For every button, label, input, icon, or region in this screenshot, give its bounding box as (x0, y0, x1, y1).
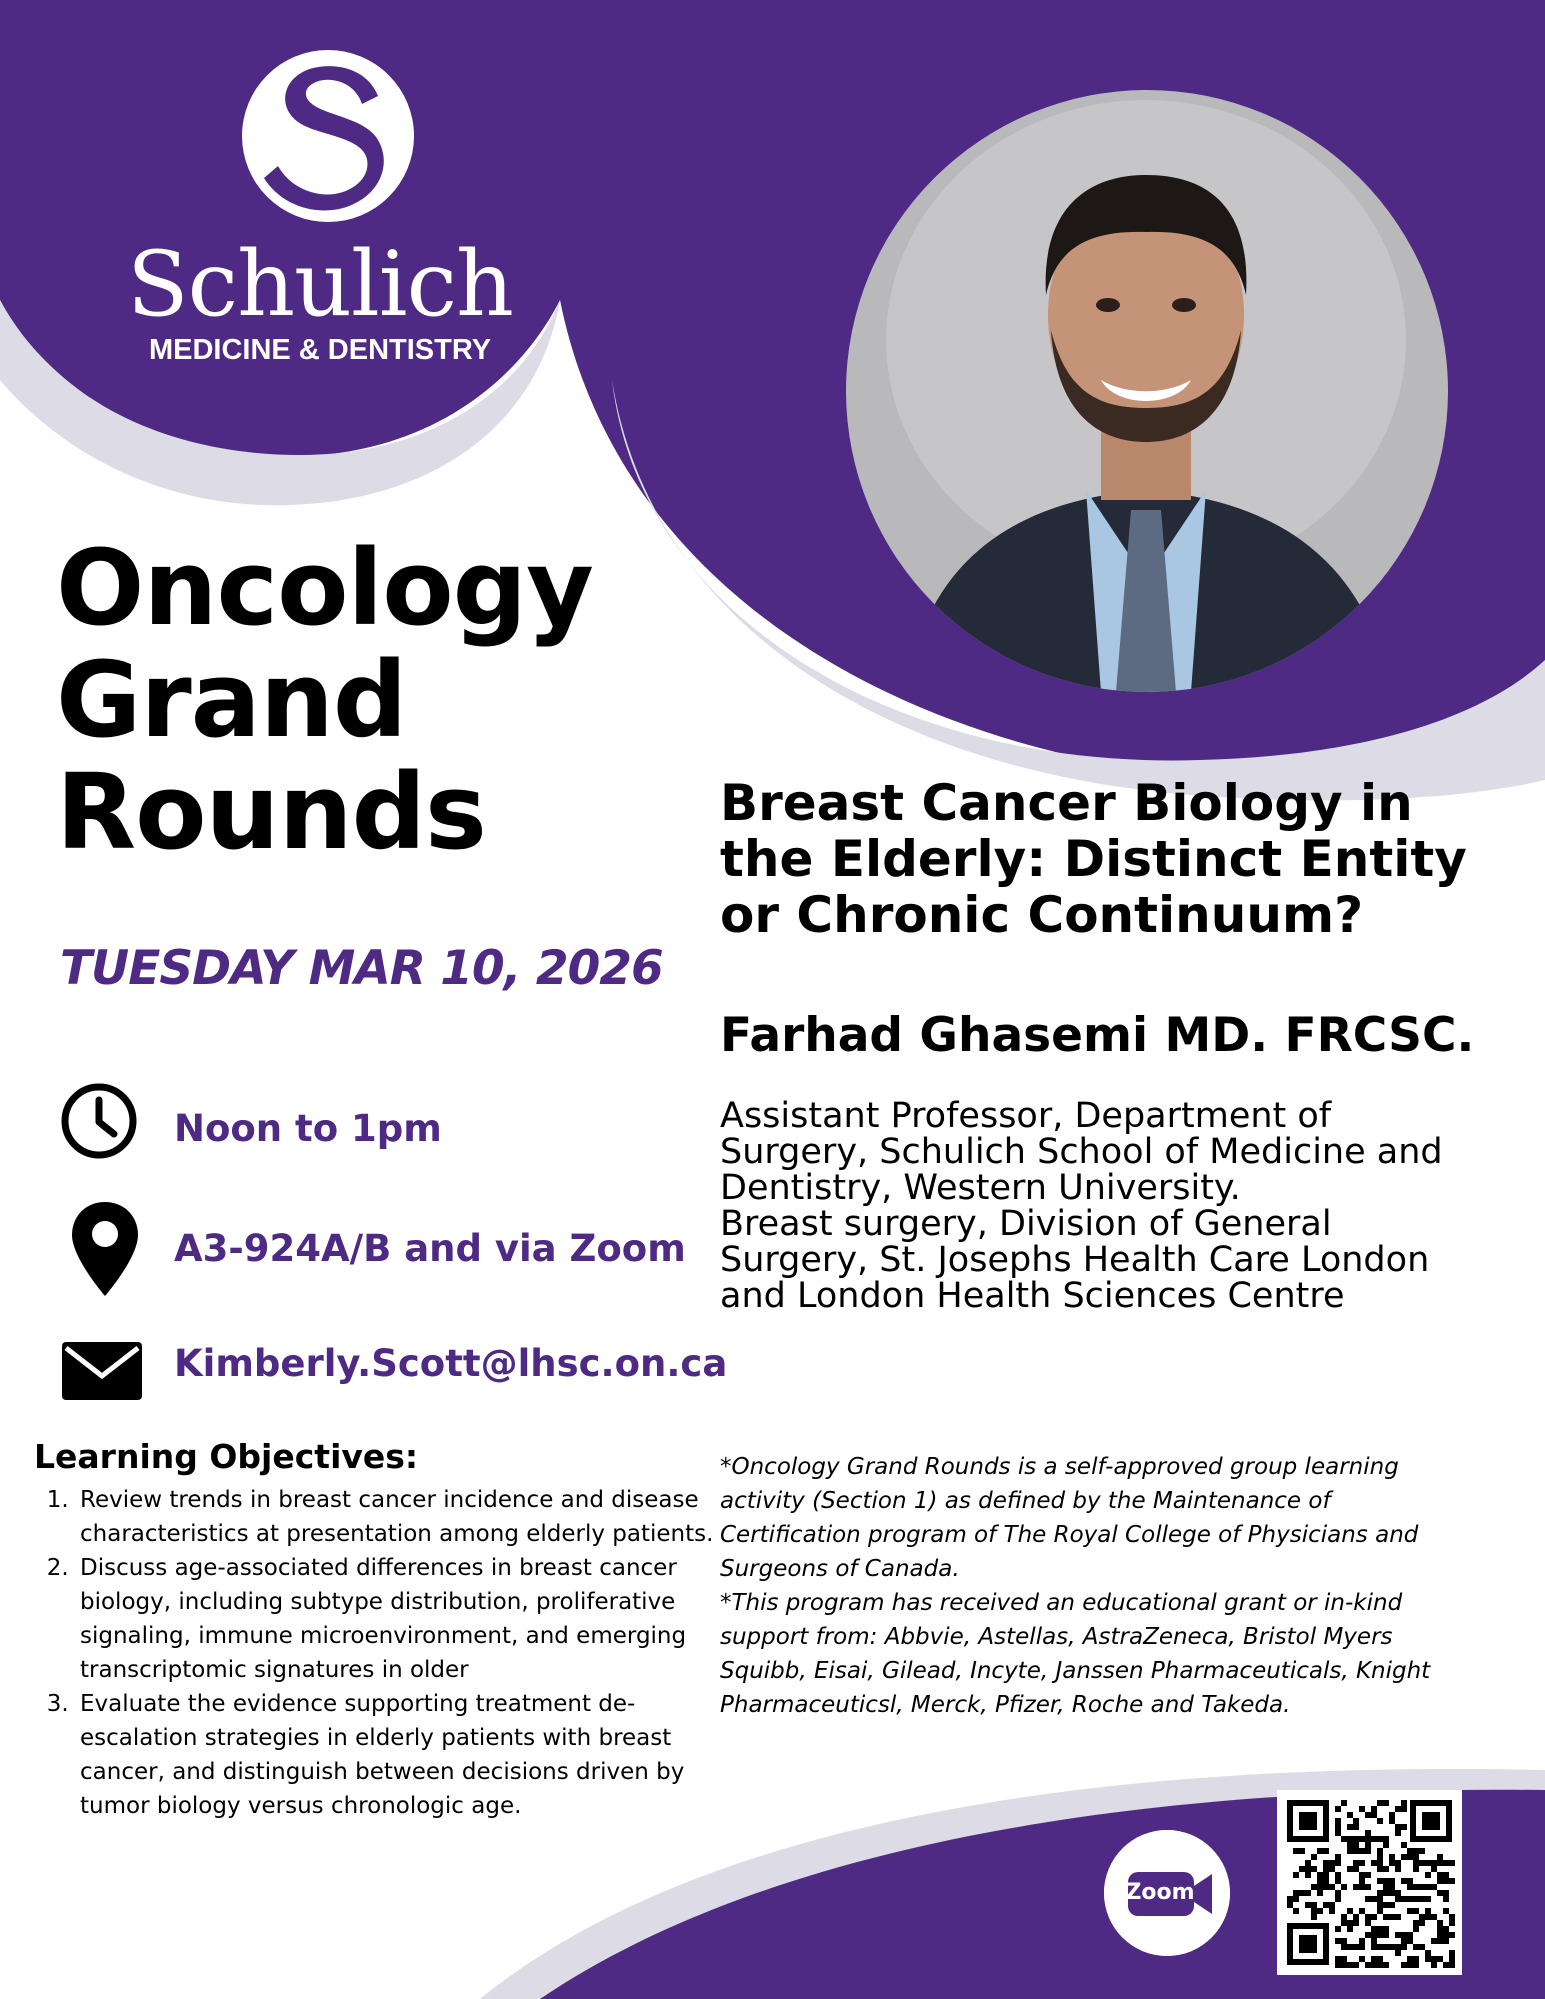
qr-module (1395, 1860, 1401, 1866)
qr-module (1425, 1950, 1431, 1956)
qr-module (1383, 1842, 1389, 1848)
qr-module (1335, 1890, 1341, 1896)
speaker-bio-line: Surgery, Schulich School of Medicine and (720, 1132, 1443, 1172)
qr-module (1437, 1878, 1443, 1884)
qr-module (1341, 1914, 1347, 1920)
qr-module (1437, 1872, 1443, 1878)
qr-module (1323, 1866, 1329, 1872)
qr-module (1323, 1902, 1329, 1908)
qr-module (1377, 1926, 1383, 1932)
speaker-name: Farhad Ghasemi MD. FRCSC. (720, 1008, 1475, 1063)
qr-module (1449, 1956, 1455, 1962)
qr-module (1389, 1878, 1395, 1884)
qr-module (1377, 1896, 1383, 1902)
qr-module (1437, 1854, 1443, 1860)
qr-module (1371, 1926, 1377, 1932)
qr-module (1347, 1812, 1353, 1818)
qr-module (1383, 1800, 1389, 1806)
qr-module (1359, 1836, 1365, 1842)
qr-module (1437, 1938, 1443, 1944)
qr-module (1317, 1878, 1323, 1884)
qr-module (1389, 1860, 1395, 1866)
qr-module (1317, 1908, 1323, 1914)
qr-module (1407, 1848, 1413, 1854)
qr-module (1449, 1950, 1455, 1956)
qr-module (1359, 1956, 1365, 1962)
qr-module (1395, 1866, 1401, 1872)
qr-module (1383, 1878, 1389, 1884)
qr-module (1359, 1908, 1365, 1914)
event-title-line: Oncology (56, 527, 593, 649)
qr-module (1377, 1902, 1383, 1908)
qr-module (1377, 1800, 1383, 1806)
qr-module (1377, 1854, 1383, 1860)
qr-module (1413, 1896, 1419, 1902)
talk-title-line: Breast Cancer Biology in (720, 774, 1413, 832)
learning-objectives-heading: Learning Objectives: (34, 1437, 419, 1476)
speaker-bio-line: Breast surgery, Division of General (720, 1204, 1332, 1244)
qr-module (1425, 1872, 1431, 1878)
qr-module (1413, 1854, 1419, 1860)
qr-module (1347, 1944, 1353, 1950)
event-time: Noon to 1pm (174, 1107, 442, 1150)
qr-module (1431, 1860, 1437, 1866)
qr-module (1437, 1932, 1443, 1938)
qr-module (1377, 1908, 1383, 1914)
qr-module (1401, 1878, 1407, 1884)
qr-module (1437, 1956, 1443, 1962)
qr-module (1407, 1938, 1413, 1944)
qr-module (1383, 1890, 1389, 1896)
qr-module (1311, 1866, 1317, 1872)
qr-module (1359, 1848, 1365, 1854)
qr-module (1329, 1860, 1335, 1866)
qr-module (1407, 1956, 1413, 1962)
qr-module (1377, 1932, 1383, 1938)
event-date: TUESDAY MAR 10, 2026 (60, 941, 663, 996)
qr-module (1353, 1884, 1359, 1890)
qr-module (1329, 1866, 1335, 1872)
qr-module (1341, 1962, 1347, 1968)
qr-module (1359, 1944, 1365, 1950)
qr-module (1347, 1848, 1353, 1854)
qr-module (1305, 1860, 1311, 1866)
qr-module (1365, 1932, 1371, 1938)
qr-module (1377, 1962, 1383, 1968)
qr-module (1317, 1848, 1323, 1854)
qr-module (1359, 1860, 1365, 1866)
qr-module (1443, 1962, 1449, 1968)
qr-module (1437, 1890, 1443, 1896)
qr-module (1389, 1890, 1395, 1896)
qr-module (1287, 1896, 1293, 1902)
talk-title-line: the Elderly: Distinct Entity (720, 830, 1467, 888)
qr-module (1311, 1902, 1317, 1908)
qr-module (1437, 1920, 1443, 1926)
qr-module (1443, 1872, 1449, 1878)
qr-module (1389, 1854, 1395, 1860)
qr-module (1359, 1938, 1365, 1944)
qr-module (1431, 1956, 1437, 1962)
qr-module (1335, 1962, 1341, 1968)
qr-module (1383, 1866, 1389, 1872)
qr-module (1413, 1944, 1419, 1950)
qr-module (1407, 1878, 1413, 1884)
qr-module (1359, 1872, 1365, 1878)
accreditation-note (720, 1450, 1450, 1722)
qr-module (1371, 1812, 1377, 1818)
qr-module (1293, 1896, 1299, 1902)
qr-module (1365, 1884, 1371, 1890)
qr-module (1383, 1932, 1389, 1938)
learning-objective-item: 1. Review trends in breast cancer incidence and disease characteristics at presentation among elderly patients. (76, 1483, 736, 1551)
qr-module (1425, 1914, 1431, 1920)
zoom-label: Zoom (1125, 1880, 1195, 1905)
qr-module (1365, 1920, 1371, 1926)
qr-module (1347, 1920, 1353, 1926)
qr-module (1377, 1860, 1383, 1866)
qr-module (1347, 1842, 1353, 1848)
qr-module (1377, 1890, 1383, 1896)
qr-module (1341, 1944, 1347, 1950)
speaker-photo (846, 90, 1448, 692)
qr-module (1383, 1962, 1389, 1968)
qr-module (1311, 1884, 1317, 1890)
qr-module (1359, 1806, 1365, 1812)
qr-module (1413, 1866, 1419, 1872)
qr-module (1377, 1866, 1383, 1872)
qr-module (1353, 1842, 1359, 1848)
qr-module (1365, 1830, 1371, 1836)
qr-module (1413, 1860, 1419, 1866)
qr-module (1353, 1962, 1359, 1968)
qr-module (1407, 1854, 1413, 1860)
qr-module (1323, 1884, 1329, 1890)
qr-module (1395, 1944, 1401, 1950)
qr-module (1413, 1908, 1419, 1914)
qr-module (1335, 1824, 1341, 1830)
qr-module (1299, 1866, 1305, 1872)
qr-module (1341, 1956, 1347, 1962)
speaker-bio (720, 1098, 1520, 1314)
qr-module (1407, 1962, 1413, 1968)
qr-module (1353, 1866, 1359, 1872)
logo-subtitle: MEDICINE & DENTISTRY (148, 334, 492, 366)
qr-module (1317, 1884, 1323, 1890)
qr-module (1431, 1914, 1437, 1920)
qr-module (1437, 1860, 1443, 1866)
qr-module (1443, 1932, 1449, 1938)
qr-module (1431, 1938, 1437, 1944)
qr-module (1407, 1932, 1413, 1938)
qr-module (1335, 1878, 1341, 1884)
qr-module (1371, 1956, 1377, 1962)
qr-module (1329, 1908, 1335, 1914)
speaker-bio-line: Dentistry, Western University. (720, 1168, 1241, 1208)
qr-module (1371, 1896, 1377, 1902)
qr-module (1389, 1812, 1395, 1818)
qr-module (1335, 1830, 1341, 1836)
qr-module (1353, 1920, 1359, 1926)
logo-wordmark: Schulich (127, 232, 513, 337)
qr-module (1413, 1926, 1419, 1932)
qr-module (1389, 1818, 1395, 1824)
learning-objective-item: 3. Evaluate the evidence supporting treatment de-escalation strategies in elderly patients with breast cancer, and distinguish between decisions driven by tumor biology versus chronologic age. (76, 1687, 736, 1823)
qr-module (1305, 1902, 1311, 1908)
qr-module (1311, 1908, 1317, 1914)
qr-module (1335, 1926, 1341, 1932)
qr-module (1335, 1818, 1341, 1824)
qr-module (1323, 1872, 1329, 1878)
qr-module (1425, 1956, 1431, 1962)
qr-module (1365, 1896, 1371, 1902)
qr-module (1377, 1818, 1383, 1824)
qr-module (1449, 1878, 1455, 1884)
talk-title (720, 775, 1520, 943)
qr-module (1377, 1956, 1383, 1962)
sponsor-paragraph: *This program has received an educational grant or in-kind support from: Abbvie, Astellas, AstraZeneca, Bristol Myers Squibb, Eisai, Gilead, Incyte, Janssen Pharmaceuticals, Knight Pharmaceuticsl, Merck, Pfizer, Roche and Takeda. (720, 1590, 1431, 1718)
qr-module (1353, 1818, 1359, 1824)
talk-title-line: or Chronic Continuum? (720, 886, 1364, 944)
qr-module (1425, 1896, 1431, 1902)
qr-module (1443, 1890, 1449, 1896)
qr-module (1443, 1938, 1449, 1944)
qr-module (1293, 1848, 1299, 1854)
qr-module (1419, 1848, 1425, 1854)
qr-module (1443, 1860, 1449, 1866)
qr-module (1293, 1908, 1299, 1914)
qr-module (1425, 1860, 1431, 1866)
qr-module (1323, 1860, 1329, 1866)
qr-module (1287, 1902, 1293, 1908)
location-pin-icon (70, 1200, 140, 1298)
qr-module (1431, 1962, 1437, 1968)
qr-module (1329, 1902, 1335, 1908)
qr-module (1431, 1866, 1437, 1872)
event-title-line: Grand (56, 639, 407, 761)
qr-module (1383, 1926, 1389, 1932)
qr-module (1419, 1860, 1425, 1866)
qr-module (1431, 1884, 1437, 1890)
qr-module (1383, 1944, 1389, 1950)
clock-icon (60, 1082, 138, 1160)
qr-module (1359, 1884, 1365, 1890)
qr-module (1371, 1944, 1377, 1950)
envelope-icon (60, 1340, 144, 1402)
contact-email-link[interactable]: Kimberly.Scott@lhsc.on.ca (174, 1342, 728, 1385)
qr-module (1389, 1944, 1395, 1950)
qr-module (1401, 1932, 1407, 1938)
qr-module (1395, 1806, 1401, 1812)
qr-module (1323, 1878, 1329, 1884)
qr-module (1407, 1908, 1413, 1914)
qr-module (1383, 1914, 1389, 1920)
qr-module (1335, 1938, 1341, 1944)
schulich-logo-icon (228, 48, 418, 223)
event-location: A3-924A/B and via Zoom (174, 1227, 686, 1270)
qr-module (1449, 1932, 1455, 1938)
qr-module (1305, 1872, 1311, 1878)
qr-module (1413, 1884, 1419, 1890)
qr-module (1401, 1944, 1407, 1950)
qr-module (1353, 1836, 1359, 1842)
event-title-line: Rounds (56, 751, 486, 873)
qr-module (1341, 1800, 1347, 1806)
qr-module (1377, 1848, 1383, 1854)
qr-module (1335, 1860, 1341, 1866)
event-title (56, 527, 676, 873)
qr-module (1347, 1926, 1353, 1932)
qr-module (1371, 1962, 1377, 1968)
qr-module (1311, 1914, 1317, 1920)
qr-module (1353, 1860, 1359, 1866)
qr-module (1449, 1962, 1455, 1968)
qr-module (1443, 1896, 1449, 1902)
qr-module (1317, 1872, 1323, 1878)
qr-module (1323, 1848, 1329, 1854)
qr-module (1371, 1806, 1377, 1812)
qr-module (1419, 1884, 1425, 1890)
qr-module (1389, 1914, 1395, 1920)
qr-code[interactable] (1277, 1790, 1462, 1975)
qr-module (1365, 1836, 1371, 1842)
qr-module (1371, 1932, 1377, 1938)
qr-module (1353, 1914, 1359, 1920)
qr-module (1401, 1806, 1407, 1812)
qr-module (1443, 1878, 1449, 1884)
qr-module (1395, 1932, 1401, 1938)
qr-module (1377, 1878, 1383, 1884)
qr-module (1413, 1956, 1419, 1962)
qr-module (1293, 1872, 1299, 1878)
qr-module (1395, 1824, 1401, 1830)
qr-module (1413, 1962, 1419, 1968)
qr-module (1401, 1854, 1407, 1860)
qr-module (1335, 1854, 1341, 1860)
qr-module (1347, 1962, 1353, 1968)
qr-module (1353, 1944, 1359, 1950)
qr-module (1317, 1890, 1323, 1896)
qr-module (1347, 1908, 1353, 1914)
qr-module (1371, 1860, 1377, 1866)
qr-module (1401, 1962, 1407, 1968)
qr-module (1407, 1884, 1413, 1890)
speaker-bio-line: Surgery, St. Josephs Health Care London (720, 1240, 1430, 1280)
qr-module (1401, 1800, 1407, 1806)
qr-module (1335, 1956, 1341, 1962)
learning-objective-item: 2. Discuss age-associated differences in breast cancer biology, including subtype distribution, proliferative signaling, immune microenvironment, and emerging transcriptomic signatures in older (76, 1551, 736, 1687)
qr-code-graphic (1277, 1790, 1462, 1975)
qr-module (1365, 1962, 1371, 1968)
qr-module (1371, 1938, 1377, 1944)
qr-module (1401, 1896, 1407, 1902)
qr-module (1449, 1860, 1455, 1866)
qr-module (1413, 1920, 1419, 1926)
qr-module (1395, 1950, 1401, 1956)
qr-module (1365, 1812, 1371, 1818)
qr-module (1365, 1848, 1371, 1854)
qr-module (1449, 1914, 1455, 1920)
qr-module (1347, 1824, 1353, 1830)
qr-module (1401, 1938, 1407, 1944)
qr-module (1293, 1890, 1299, 1896)
qr-module (1311, 1854, 1317, 1860)
qr-module (1329, 1884, 1335, 1890)
qr-module (1389, 1902, 1395, 1908)
qr-module (1335, 1896, 1341, 1902)
qr-module (1371, 1836, 1377, 1842)
qr-module (1401, 1824, 1407, 1830)
learning-objectives-list (42, 1483, 736, 1823)
qr-module (1377, 1836, 1383, 1842)
qr-module (1383, 1902, 1389, 1908)
qr-module (1389, 1884, 1395, 1890)
qr-module (1425, 1908, 1431, 1914)
qr-module (1383, 1884, 1389, 1890)
qr-module (1305, 1890, 1311, 1896)
qr-module (1395, 1914, 1401, 1920)
qr-module (1341, 1920, 1347, 1926)
qr-module (1395, 1890, 1401, 1896)
qr-module (1365, 1914, 1371, 1920)
qr-module (1395, 1896, 1401, 1902)
qr-module (1365, 1872, 1371, 1878)
qr-module (1419, 1914, 1425, 1920)
qr-module (1377, 1944, 1383, 1950)
qr-module (1407, 1896, 1413, 1902)
qr-module (1335, 1806, 1341, 1812)
qr-module (1353, 1824, 1359, 1830)
qr-module (1425, 1884, 1431, 1890)
qr-module (1347, 1836, 1353, 1842)
qr-module (1419, 1944, 1425, 1950)
qr-module (1359, 1878, 1365, 1884)
qr-module (1449, 1920, 1455, 1926)
accreditation-paragraph: *Oncology Grand Rounds is a self-approved group learning activity (Section 1) as defined by the Maintenance of Certification program of The Royal College of Physicians and Surgeons of Canada. (720, 1454, 1419, 1582)
qr-module (1437, 1926, 1443, 1932)
qr-module (1353, 1848, 1359, 1854)
qr-module (1341, 1884, 1347, 1890)
qr-module (1299, 1890, 1305, 1896)
speaker-bio-line: Assistant Professor, Department of (720, 1096, 1332, 1136)
speaker-bio-line: and London Health Sciences Centre (720, 1276, 1345, 1316)
qr-module (1401, 1842, 1407, 1848)
qr-module (1383, 1836, 1389, 1842)
qr-module (1395, 1830, 1401, 1836)
qr-module (1413, 1848, 1419, 1854)
qr-module (1443, 1926, 1449, 1932)
qr-module (1371, 1914, 1377, 1920)
qr-module (1419, 1896, 1425, 1902)
qr-module (1299, 1848, 1305, 1854)
qr-module (1341, 1836, 1347, 1842)
qr-module (1443, 1908, 1449, 1914)
qr-module (1419, 1920, 1425, 1926)
qr-module (1341, 1938, 1347, 1944)
qr-module (1347, 1866, 1353, 1872)
qr-module (1335, 1872, 1341, 1878)
qr-module (1365, 1842, 1371, 1848)
qr-module (1305, 1866, 1311, 1872)
